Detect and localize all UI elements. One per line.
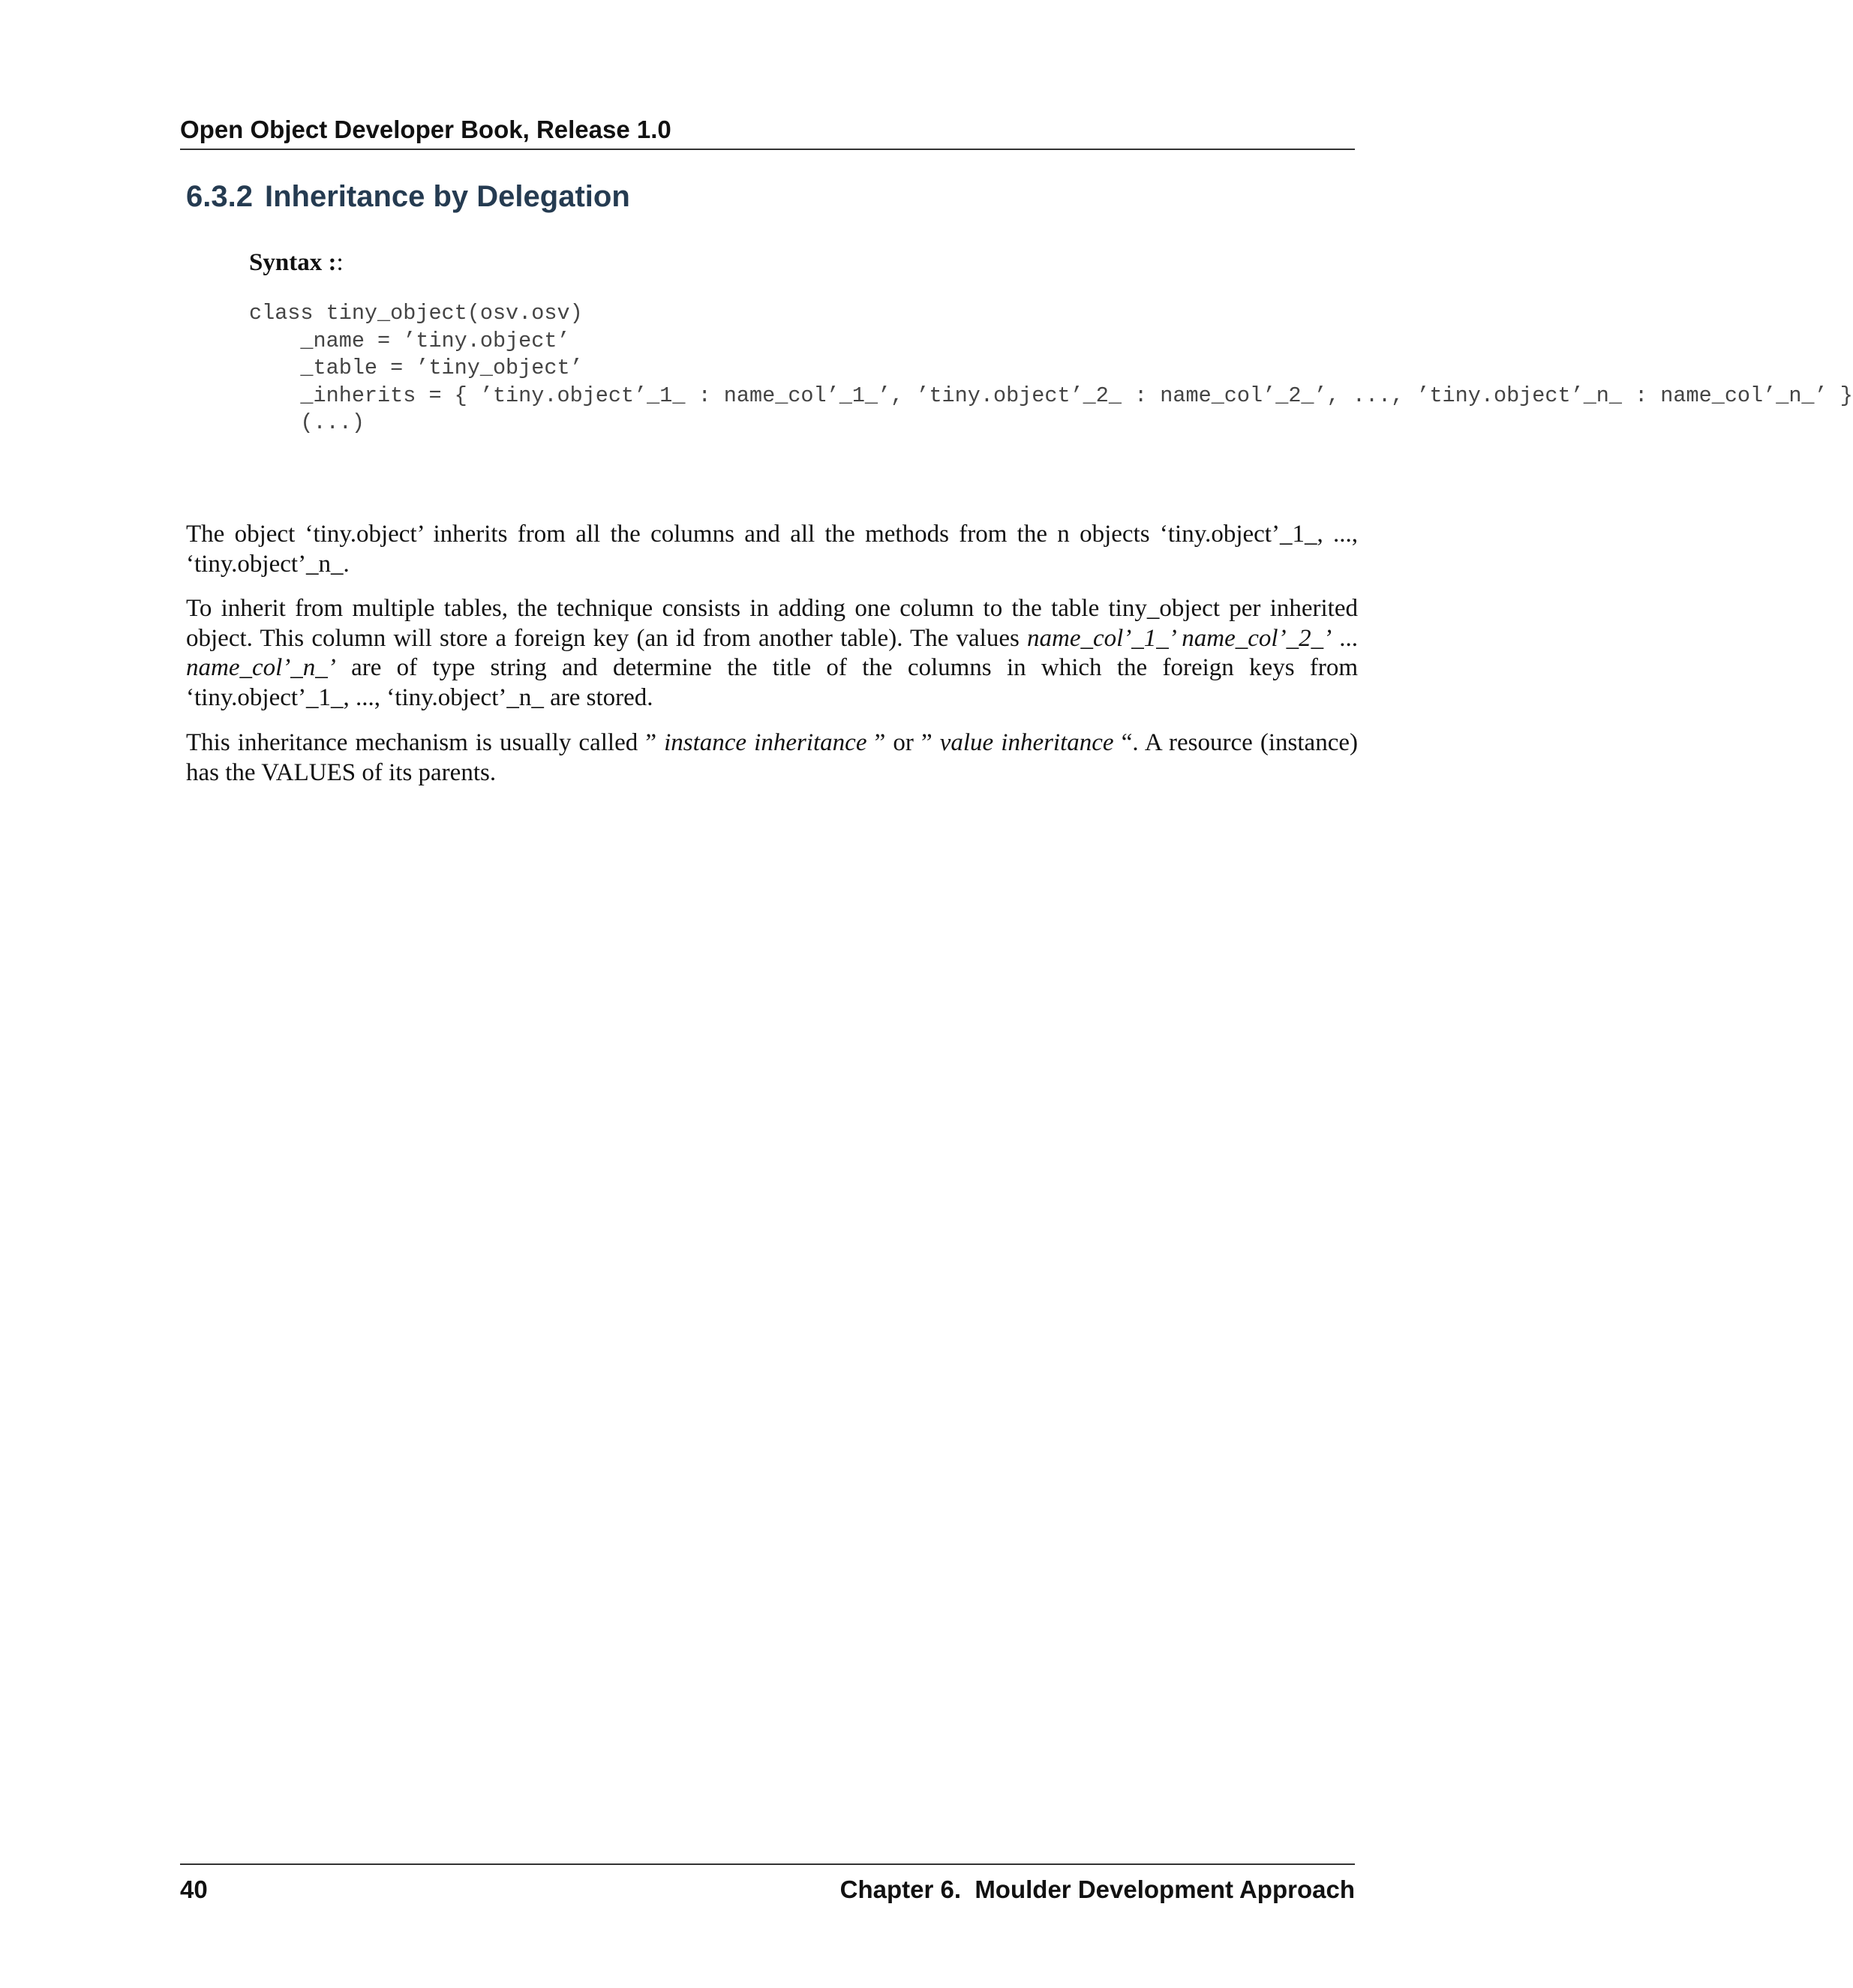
chapter-title: Chapter 6. Moulder Development Approach: [839, 1875, 1355, 1903]
paragraph-text: are of type string and determine the title of the columns in which the foreign keys from ‘tiny.object’_1_, ..., ‘tiny.object’_n_ are stored.: [186, 654, 1358, 711]
running-title: Open Object Developer Book, Release 1.0: [180, 116, 671, 143]
paragraph-emphasis: name_col’_n_’: [186, 654, 336, 681]
paragraph-text: To inherit from multiple tables, the technique consists in adding one column to the table tiny_object per inherited object. This column will store a foreign key (an id from another table). The values: [186, 595, 1358, 652]
code-line: _inherits = { ’tiny.object’_1_ : name_col’_1_’, ’tiny.object’_2_ : name_col’_2_’, ..., ’tiny.object’_n_ : name_col’_n_’ }: [249, 383, 1853, 408]
paragraph-text: ” or ”: [866, 729, 940, 756]
code-line: _table = ’tiny_object’: [249, 356, 583, 381]
code-block: [249, 300, 1853, 450]
syntax-label: [249, 249, 344, 277]
code-line: class tiny_object(osv.osv): [249, 301, 583, 326]
page-footer: [180, 1863, 1355, 1910]
syntax-label-bold: Syntax :: [249, 249, 337, 276]
paragraph-emphasis: name_col’_1_’ name_col’_2_’: [1027, 624, 1332, 652]
page-number: 40: [180, 1875, 208, 1903]
section-title: Inheritance by Delegation: [264, 180, 630, 213]
code-line: _name = ’tiny.object’: [249, 328, 570, 353]
paragraph-text: This inheritance mechanism is usually called ”: [186, 729, 665, 756]
paragraph-emphasis: instance inheritance: [664, 729, 867, 756]
code-line: (...): [249, 410, 365, 436]
section-number: 6.3.2: [186, 180, 253, 213]
paragraph-text: “. A resource (instance) has the VALUES of its parents.: [186, 729, 1358, 786]
paragraph-inherits-description: The object ‘tiny.object’ inherits from all the columns and all the methods from the n objects ‘tiny.object’_1_, ..., ‘tiny.object’_n_.: [186, 521, 1358, 578]
paragraph-inheritance-mechanism: [186, 728, 1358, 788]
paragraph-text: ...: [1332, 624, 1359, 652]
syntax-label-tail: :: [336, 249, 344, 276]
page-header: [180, 113, 1355, 150]
paragraph-emphasis: value inheritance: [939, 729, 1114, 756]
section-heading: [186, 180, 630, 214]
paragraph-multiple-tables: [186, 594, 1358, 713]
